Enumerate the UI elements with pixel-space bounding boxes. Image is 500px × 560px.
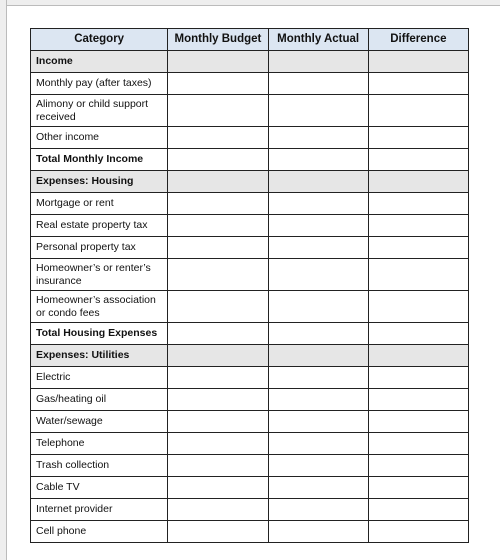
difference-cell[interactable] <box>368 73 468 95</box>
monthly-actual-cell[interactable] <box>268 237 368 259</box>
monthly-actual-cell[interactable] <box>268 455 368 477</box>
difference-cell[interactable] <box>368 95 468 127</box>
difference-cell[interactable] <box>368 411 468 433</box>
total-row <box>31 149 469 171</box>
difference-cell[interactable] <box>368 499 468 521</box>
category-label: Gas/heating oil <box>31 389 168 411</box>
monthly-budget-cell[interactable] <box>168 215 268 237</box>
difference-cell[interactable] <box>368 291 468 323</box>
monthly-actual-cell[interactable] <box>268 259 368 291</box>
total-label: Total Monthly Income <box>31 149 168 171</box>
total-label: Total Housing Expenses <box>31 323 168 345</box>
monthly-actual-cell[interactable] <box>268 149 368 171</box>
monthly-budget-cell[interactable] <box>168 127 268 149</box>
monthly-budget-cell[interactable] <box>168 323 268 345</box>
difference-cell[interactable] <box>368 367 468 389</box>
category-label: Real estate property tax <box>31 215 168 237</box>
difference-cell[interactable] <box>368 259 468 291</box>
section-heading: Expenses: Utilities <box>31 345 168 367</box>
category-label: Personal property tax <box>31 237 168 259</box>
monthly-budget-cell[interactable] <box>168 477 268 499</box>
table-row <box>31 237 469 259</box>
category-label: Alimony or child support received <box>31 95 168 127</box>
section-row <box>31 171 469 193</box>
section-row <box>31 345 469 367</box>
difference-cell[interactable] <box>368 389 468 411</box>
table-header-row <box>31 29 469 51</box>
table-row <box>31 215 469 237</box>
difference-cell <box>368 51 468 73</box>
monthly-actual-cell <box>268 171 368 193</box>
header-difference: Difference <box>368 29 468 51</box>
table-row <box>31 477 469 499</box>
category-label: Cell phone <box>31 521 168 543</box>
table-row <box>31 259 469 291</box>
section-heading: Income <box>31 51 168 73</box>
difference-cell[interactable] <box>368 477 468 499</box>
category-label: Monthly pay (after taxes) <box>31 73 168 95</box>
monthly-actual-cell <box>268 345 368 367</box>
monthly-budget-cell[interactable] <box>168 73 268 95</box>
section-row <box>31 51 469 73</box>
monthly-actual-cell[interactable] <box>268 499 368 521</box>
difference-cell[interactable] <box>368 193 468 215</box>
monthly-actual-cell[interactable] <box>268 389 368 411</box>
monthly-budget-cell <box>168 345 268 367</box>
header-monthly-budget: Monthly Budget <box>168 29 268 51</box>
monthly-actual-cell[interactable] <box>268 477 368 499</box>
monthly-budget-cell[interactable] <box>168 411 268 433</box>
monthly-budget-cell[interactable] <box>168 521 268 543</box>
monthly-actual-cell[interactable] <box>268 127 368 149</box>
monthly-budget-cell[interactable] <box>168 259 268 291</box>
monthly-budget-cell[interactable] <box>168 193 268 215</box>
category-label: Electric <box>31 367 168 389</box>
table-row <box>31 411 469 433</box>
viewer-left-frame <box>0 0 7 560</box>
table-row <box>31 95 469 127</box>
table-row <box>31 455 469 477</box>
table-row <box>31 127 469 149</box>
monthly-budget-cell[interactable] <box>168 499 268 521</box>
monthly-actual-cell[interactable] <box>268 193 368 215</box>
table-row <box>31 291 469 323</box>
header-monthly-actual: Monthly Actual <box>268 29 368 51</box>
header-category: Category <box>31 29 168 51</box>
category-label: Water/sewage <box>31 411 168 433</box>
monthly-actual-cell[interactable] <box>268 291 368 323</box>
difference-cell[interactable] <box>368 455 468 477</box>
table-row <box>31 499 469 521</box>
category-label: Mortgage or rent <box>31 193 168 215</box>
table-row <box>31 433 469 455</box>
table-row <box>31 193 469 215</box>
table-row <box>31 73 469 95</box>
category-label: Other income <box>31 127 168 149</box>
table-body <box>31 51 469 543</box>
monthly-budget-cell <box>168 171 268 193</box>
monthly-actual-cell <box>268 51 368 73</box>
difference-cell[interactable] <box>368 215 468 237</box>
difference-cell <box>368 171 468 193</box>
monthly-budget-cell <box>168 51 268 73</box>
monthly-actual-cell[interactable] <box>268 73 368 95</box>
monthly-budget-cell[interactable] <box>168 433 268 455</box>
table-row <box>31 389 469 411</box>
difference-cell[interactable] <box>368 323 468 345</box>
monthly-actual-cell[interactable] <box>268 95 368 127</box>
difference-cell[interactable] <box>368 149 468 171</box>
category-label: Cable TV <box>31 477 168 499</box>
monthly-actual-cell[interactable] <box>268 323 368 345</box>
category-label: Trash collection <box>31 455 168 477</box>
category-label: Telephone <box>31 433 168 455</box>
difference-cell[interactable] <box>368 521 468 543</box>
monthly-actual-cell[interactable] <box>268 367 368 389</box>
monthly-budget-cell[interactable] <box>168 389 268 411</box>
monthly-budget-cell[interactable] <box>168 367 268 389</box>
monthly-actual-cell[interactable] <box>268 521 368 543</box>
category-label: Internet provider <box>31 499 168 521</box>
monthly-budget-cell[interactable] <box>168 291 268 323</box>
budget-table <box>30 28 469 543</box>
category-label: Homeowner’s association or condo fees <box>31 291 168 323</box>
difference-cell[interactable] <box>368 433 468 455</box>
difference-cell[interactable] <box>368 127 468 149</box>
monthly-actual-cell[interactable] <box>268 433 368 455</box>
monthly-budget-cell[interactable] <box>168 455 268 477</box>
monthly-actual-cell[interactable] <box>268 215 368 237</box>
monthly-actual-cell[interactable] <box>268 411 368 433</box>
difference-cell[interactable] <box>368 237 468 259</box>
table-row <box>31 367 469 389</box>
section-heading: Expenses: Housing <box>31 171 168 193</box>
monthly-budget-cell[interactable] <box>168 149 268 171</box>
category-label: Homeowner’s or renter’s insurance <box>31 259 168 291</box>
viewer-top-frame <box>0 0 500 6</box>
table-row <box>31 521 469 543</box>
monthly-budget-cell[interactable] <box>168 237 268 259</box>
total-row <box>31 323 469 345</box>
monthly-budget-cell[interactable] <box>168 95 268 127</box>
difference-cell <box>368 345 468 367</box>
